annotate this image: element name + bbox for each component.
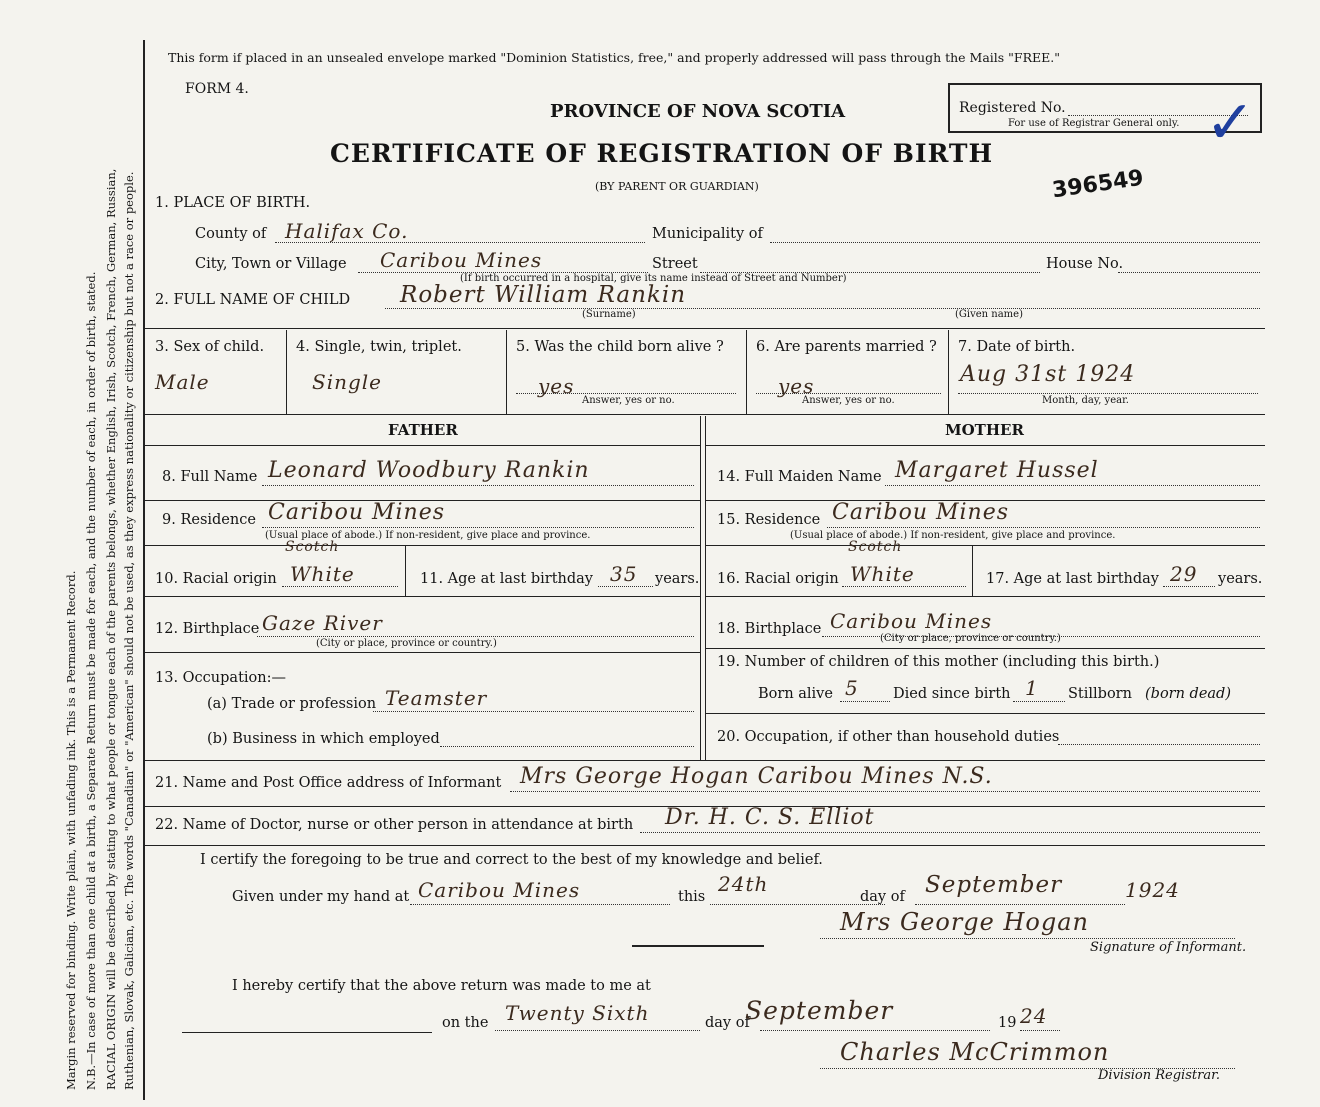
form-number: FORM 4. (185, 81, 249, 97)
father-birthplace-label: 12. Birthplace (155, 621, 260, 637)
father-years-label: years. (655, 571, 700, 587)
house-no-label: House No. (1046, 256, 1124, 272)
mother-residence-value[interactable]: Caribou Mines (832, 500, 1010, 525)
this-label: this (678, 889, 706, 905)
doctor-label: 22. Name of Doctor, nurse or other person in attendance at birth (155, 817, 634, 833)
father-birthplace-value[interactable]: Gaze River (262, 611, 383, 635)
father-abode-note: (Usual place of abode.) If non-resident, give place and province. (265, 530, 591, 541)
mother-age-label: 17. Age at last birthday (986, 571, 1159, 587)
place-of-birth-label: 1. PLACE OF BIRTH. (155, 195, 311, 211)
registrar-on-the-label: on the (442, 1015, 489, 1031)
father-business-label: (b) Business in which employed (207, 731, 440, 747)
mother-occupation-label: 20. Occupation, if other than household duties (717, 729, 1060, 745)
check-mark: ✓ (1205, 88, 1256, 158)
mother-residence-label: 15. Residence (717, 512, 821, 528)
certificate-subtitle: (BY PARENT OR GUARDIAN) (595, 180, 759, 193)
margin-note-2: N.B.—In case of more than one child at a birth, a Separate Return must be made for each, and the number of each, in order of birth, stated. (84, 271, 98, 1090)
born-alive-value[interactable]: yes (538, 374, 575, 398)
married-note: Answer, yes or no. (802, 395, 895, 406)
form-left-border (143, 40, 145, 1100)
mother-age-value[interactable]: 29 (1170, 562, 1198, 586)
given-day-value[interactable]: 24th (718, 872, 769, 896)
given-name-note: (Given name) (955, 309, 1023, 320)
father-age-label: 11. Age at last birthday (420, 571, 593, 587)
informant-value[interactable]: Mrs George Hogan Caribou Mines N.S. (520, 764, 993, 789)
child-name-label: 2. FULL NAME OF CHILD (155, 292, 351, 308)
street-label: Street (652, 256, 698, 272)
registrar-signature[interactable]: Charles McCrimmon (840, 1038, 1110, 1066)
registrar-year-prefix: 19 (998, 1015, 1017, 1031)
father-residence-label: 9. Residence (162, 512, 256, 528)
registrar-month-value[interactable]: September (745, 996, 894, 1025)
father-name-label: 8. Full Name (162, 469, 258, 485)
province-title: PROVINCE OF NOVA SCOTIA (550, 101, 846, 122)
given-year-value[interactable]: 1924 (1125, 878, 1180, 902)
registrar-day-value[interactable]: Twenty Sixth (505, 1001, 650, 1025)
registrar-day-of-label: day of (705, 1015, 750, 1031)
doctor-value[interactable]: Dr. H. C. S. Elliot (665, 805, 875, 830)
born-alive-label: 5. Was the child born alive ? (516, 339, 724, 355)
father-trade-label: (a) Trade or profession (207, 696, 377, 712)
mail-notice: This form if placed in an unsealed envelope marked "Dominion Statistics, free," and properly addressed will pass through the Mails "FREE." (168, 50, 1060, 65)
registrar-note: For use of Registrar General only. (1008, 118, 1180, 129)
married-value[interactable]: yes (778, 374, 815, 398)
city-label: City, Town or Village (195, 256, 347, 272)
given-month-value[interactable]: September (925, 872, 1063, 898)
mother-name-value[interactable]: Margaret Hussel (895, 458, 1099, 483)
father-age-value[interactable]: 35 (610, 562, 638, 586)
given-place-value[interactable]: Caribou Mines (418, 878, 581, 902)
mother-name-label: 14. Full Maiden Name (717, 469, 882, 485)
informant-label: 21. Name and Post Office address of Informant (155, 775, 502, 791)
mother-heading: MOTHER (945, 421, 1024, 439)
mother-years-label: years. (1218, 571, 1263, 587)
registrar-year-suffix[interactable]: 24 (1020, 1004, 1048, 1028)
born-alive-count-value[interactable]: 5 (845, 676, 859, 700)
given-label: Given under my hand at (232, 889, 410, 905)
mother-racial-value[interactable]: White (850, 562, 915, 586)
surname-note: (Surname) (582, 309, 636, 320)
born-alive-count-label: Born alive (758, 686, 833, 702)
father-heading: FATHER (388, 421, 458, 439)
father-residence-value[interactable]: Caribou Mines (268, 500, 446, 525)
signature-informant-label: Signature of Informant. (1090, 940, 1247, 955)
sex-value[interactable]: Male (155, 370, 210, 394)
mother-children-label: 19. Number of children of this mother (including this birth.) (717, 654, 1160, 670)
registered-label: Registered No. (959, 100, 1066, 116)
date-of-birth-label: 7. Date of birth. (958, 339, 1076, 355)
date-of-birth-value[interactable]: Aug 31st 1924 (960, 362, 1136, 387)
plurality-value[interactable]: Single (312, 370, 383, 394)
stillborn-note: (born dead) (1145, 686, 1231, 702)
mother-abode-note: (Usual place of abode.) If non-resident, give place and province. (790, 530, 1116, 541)
registrar-text: I hereby certify that the above return was made to me at (232, 978, 651, 994)
father-name-value[interactable]: Leonard Woodbury Rankin (268, 458, 590, 483)
father-racial-value[interactable]: White (290, 562, 355, 586)
margin-note-3: RACIAL ORIGIN will be described by stating to what people or tongue each of the parents belongs, whether English, Irish, Scotch, French, German, Russian, (104, 168, 118, 1090)
margin-note-1: Margin reserved for binding. Write plain, with unfading ink. This is a Permanent Record. (64, 570, 78, 1090)
mother-birthplace-note: (City or place, province or country.) (880, 633, 1061, 644)
certificate-title: CERTIFICATE OF REGISTRATION OF BIRTH (330, 139, 994, 168)
hospital-note: (If birth occurred in a hospital, give its name instead of Street and Number) (460, 273, 847, 284)
born-alive-note: Answer, yes or no. (582, 395, 675, 406)
margin-note-4: Ruthenian, Slovak, Galician, etc. The words "Canadian" or "American" should not be used, as they express nationality or citizenship but not a race or people. (122, 171, 136, 1090)
stillborn-label: Stillborn (1068, 686, 1132, 702)
mother-birthplace-value[interactable]: Caribou Mines (830, 609, 993, 633)
father-trade-value[interactable]: Teamster (385, 686, 488, 710)
plurality-label: 4. Single, twin, triplet. (296, 339, 462, 355)
mother-birthplace-label: 18. Birthplace (717, 621, 822, 637)
county-value[interactable]: Halifax Co. (285, 219, 409, 243)
mother-racial-note[interactable]: Scotch (848, 539, 903, 555)
date-note: Month, day, year. (1042, 395, 1129, 406)
certify-text: I certify the foregoing to be true and correct to the best of my knowledge and belief. (200, 852, 823, 868)
married-label: 6. Are parents married ? (756, 339, 937, 355)
given-day-of-label: day of (860, 889, 905, 905)
father-birthplace-note: (City or place, province or country.) (316, 638, 497, 649)
father-racial-note[interactable]: Scotch (285, 539, 340, 555)
child-name-value[interactable]: Robert William Rankin (400, 282, 687, 308)
died-since-birth-value[interactable]: 1 (1025, 676, 1039, 700)
died-since-birth-label: Died since birth (893, 686, 1011, 702)
municipality-label: Municipality of (652, 226, 763, 242)
division-registrar-label: Division Registrar. (1098, 1068, 1220, 1083)
county-label: County of (195, 226, 267, 242)
father-racial-label: 10. Racial origin (155, 571, 277, 587)
sex-label: 3. Sex of child. (155, 339, 265, 355)
informant-signature[interactable]: Mrs George Hogan (840, 908, 1089, 936)
father-occupation-label: 13. Occupation:— (155, 670, 286, 686)
registration-number: 396549 (1050, 165, 1146, 204)
city-value[interactable]: Caribou Mines (380, 248, 543, 272)
mother-racial-label: 16. Racial origin (717, 571, 839, 587)
